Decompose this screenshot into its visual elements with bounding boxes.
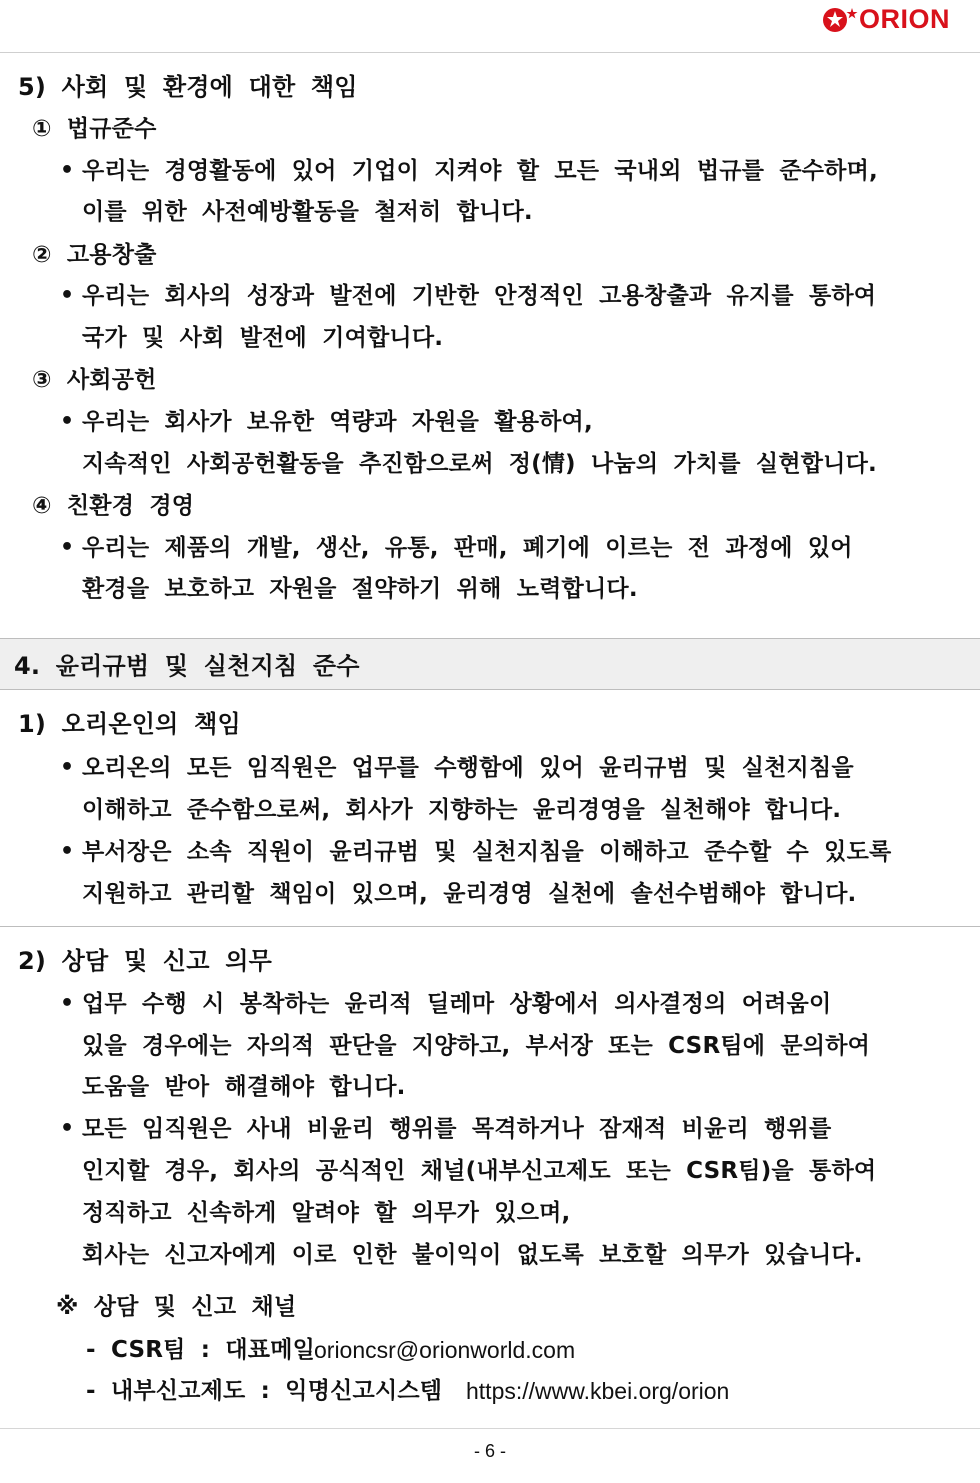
item-1-line-1: 우리는 경영활동에 있어 기업이 지켜야 할 모든 국내외 법규를 준수하며, (82, 158, 878, 184)
bullet-dot: • (60, 283, 75, 308)
item-3-title: ③ 사회공헌 (32, 367, 157, 393)
item-2-title: ② 고용창출 (32, 242, 157, 268)
item-4-line-2: 환경을 보호하고 자원을 절약하기 위해 노력합니다. (82, 576, 638, 602)
page-number: - 6 - (473, 1441, 506, 1461)
section-4-2-title: 2) 상담 및 신고 의무 (18, 947, 272, 975)
channel-csr-label: - CSR팀 : 대표메일 (86, 1337, 316, 1363)
section-divider (0, 926, 980, 927)
item-3-line-2: 지속적인 사회공헌활동을 추진함으로써 정(情) 나눔의 가치를 실현합니다. (82, 451, 877, 477)
footer-divider (0, 1428, 980, 1429)
s42-bullet-2-line-4: 회사는 신고자에게 이로 인한 불이익이 없도록 보호할 의무가 있습니다. (82, 1242, 863, 1268)
section-4-1-title: 1) 오리온인의 책임 (18, 710, 241, 738)
item-1-line-2: 이를 위한 사전예방활동을 철저히 합니다. (82, 199, 533, 225)
bullet-dot: • (60, 991, 75, 1016)
channels-title: ※ 상담 및 신고 채널 (56, 1294, 297, 1320)
s42-bullet-1-line-1: 업무 수행 시 봉착하는 윤리적 딜레마 상황에서 의사결정의 어려움이 (82, 991, 832, 1017)
item-2-line-2: 국가 및 사회 발전에 기여합니다. (82, 325, 444, 351)
s41-bullet-1-line-2: 이해하고 준수함으로써, 회사가 지향하는 윤리경영을 실천해야 합니다. (82, 797, 842, 823)
channel-internal-url[interactable]: https://www.kbei.org/orion (466, 1378, 730, 1404)
bullet-dot: • (60, 409, 75, 434)
item-4-title: ④ 친환경 경영 (32, 493, 195, 519)
section-5-title: 5) 사회 및 환경에 대한 책임 (18, 73, 358, 101)
bullet-dot: • (60, 158, 75, 183)
s41-bullet-2-line-1: 부서장은 소속 직원이 윤리규범 및 실천지침을 이해하고 준수할 수 있도록 (82, 839, 892, 865)
orion-star-icon (821, 5, 859, 35)
bullet-dot: • (60, 535, 75, 560)
item-2-line-1: 우리는 회사의 성장과 발전에 기반한 안정적인 고용창출과 유지를 통하여 (82, 283, 877, 309)
orion-logo-text: ORION (858, 4, 950, 34)
item-4-line-1: 우리는 제품의 개발, 생산, 유통, 판매, 폐기에 이르는 전 과정에 있어 (82, 535, 853, 561)
bullet-dot: • (60, 755, 75, 780)
channel-csr-email[interactable]: orioncsr@orionworld.com (314, 1337, 576, 1363)
s42-bullet-2-line-3: 정직하고 신속하게 알려야 할 의무가 있으며, (82, 1200, 571, 1226)
s42-bullet-1-line-3: 도움을 받아 해결해야 합니다. (82, 1074, 406, 1100)
bullet-dot: • (60, 1116, 75, 1141)
s42-bullet-2-line-1: 모든 임직원은 사내 비윤리 행위를 목격하거나 잠재적 비윤리 행위를 (82, 1116, 832, 1142)
bullet-dot: • (60, 839, 75, 864)
s41-bullet-1-line-1: 오리온의 모든 임직원은 업무를 수행함에 있어 윤리규범 및 실천지침을 (82, 755, 854, 781)
header-divider (0, 52, 980, 53)
item-1-title: ① 법규준수 (32, 116, 157, 142)
orion-logo (821, 4, 950, 35)
item-3-line-1: 우리는 회사가 보유한 역량과 자원을 활용하여, (82, 409, 593, 435)
s42-bullet-2-line-2: 인지할 경우, 회사의 공식적인 채널(내부신고제도 또는 CSR팀)을 통하여 (82, 1158, 877, 1184)
s42-bullet-1-line-2: 있을 경우에는 자의적 판단을 지양하고, 부서장 또는 CSR팀에 문의하여 (82, 1033, 871, 1059)
s41-bullet-2-line-2: 지원하고 관리할 책임이 있으며, 윤리경영 실천에 솔선수범해야 합니다. (82, 881, 857, 907)
section-4-title: 4. 윤리규범 및 실천지침 준수 (14, 652, 360, 680)
channel-internal-label: - 내부신고제도 : 익명신고시스템 (86, 1378, 443, 1404)
